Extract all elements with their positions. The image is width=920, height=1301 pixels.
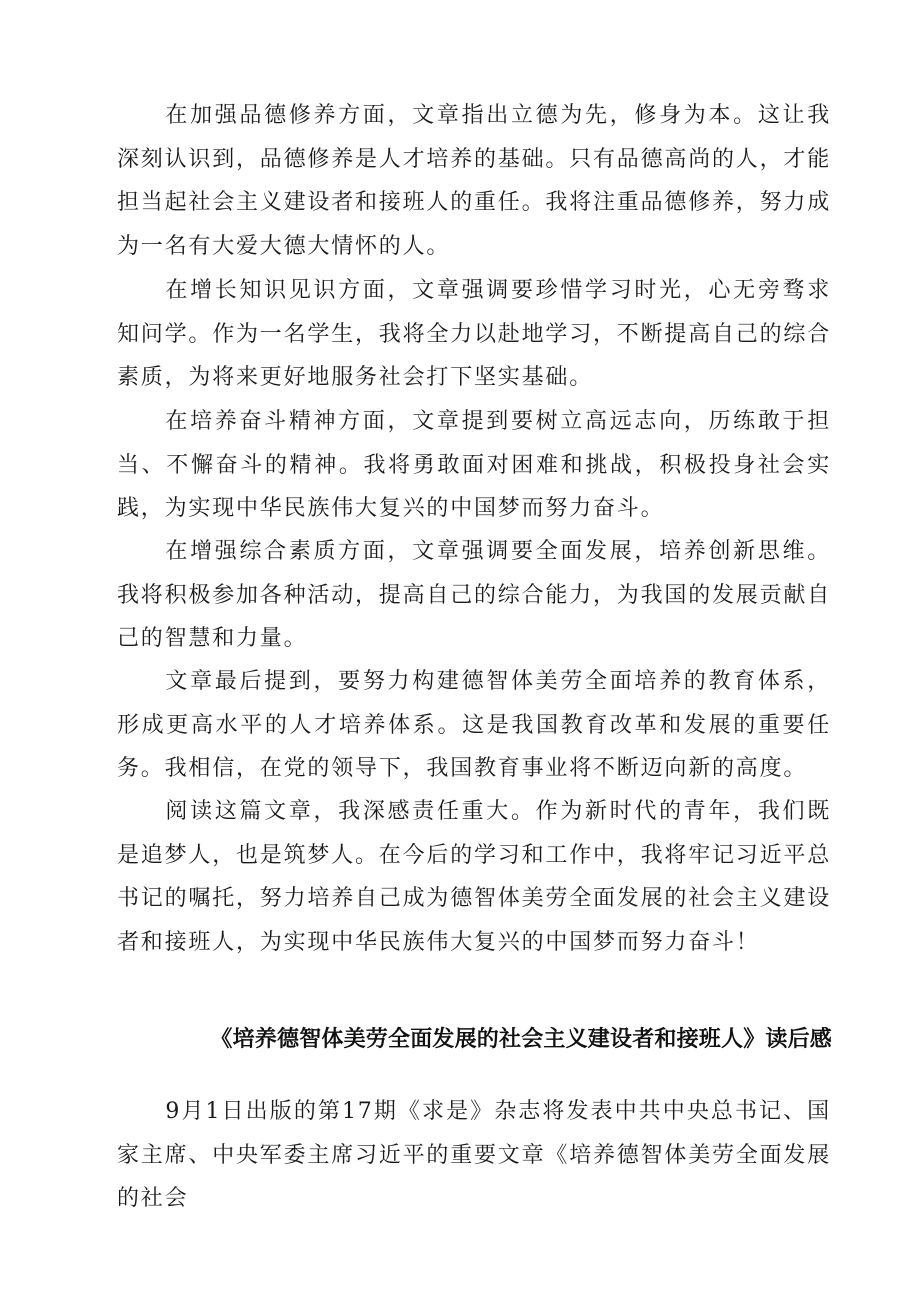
paragraph-education-system: 文章最后提到，要努力构建德智体美劳全面培养的教育体系，形成更高水平的人才培养体系。这是我国教育改革和发展的重要任务。我相信，在党的领导下，我国教育事业将不断迈向新的高度。: [117, 669, 831, 782]
paragraph-conclusion: 阅读这篇文章，我深感责任重大。作为新时代的青年，我们既是追梦人，也是筑梦人。在今后的学习和工作中，我将牢记习近平总书记的嘱托，努力培养自己成为德智体美劳全面发展的社会主义建设者和接班人，为实现中华民族伟大复兴的中国梦而努力奋斗！: [117, 799, 832, 955]
paragraph-moral-cultivation: 在加强品德修养方面，文章指出立德为先，修身为本。这让我深刻认识到，品德修养是人才培养的基础。只有品德高尚的人，才能担当起社会主义建设者和接班人的重任。我将注重品德修养，努力成为一名有大爱大德大情怀的人。: [117, 103, 832, 259]
section-title: 《培养德智体美劳全面发展的社会主义建设者和接班人》读后感: [210, 1027, 832, 1052]
paragraph-comprehensive-quality: 在增强综合素质方面，文章强调要全面发展，培养创新思维。我将积极参加各种活动，提高自己的综合能力，为我国的发展贡献自己的智慧和力量。: [117, 539, 832, 652]
intro-paragraph: 9月1日出版的第17期《求是》杂志将发表中共中央总书记、国家主席、中央军委主席习近平的重要文章《培养德智体美劳全面发展的社会: [117, 1099, 832, 1212]
paragraph-knowledge: 在增长知识见识方面，文章强调要珍惜学习时光，心无旁骛求知问学。作为一名学生，我将全力以赴地学习，不断提高自己的综合素质，为将来更好地服务社会打下坚实基础。: [117, 278, 832, 391]
paragraph-striving-spirit: 在培养奋斗精神方面，文章提到要树立高远志向，历练敢于担当、不懈奋斗的精神。我将勇敢面对困难和挑战，积极投身社会实践，为实现中华民族伟大复兴的中国梦而努力奋斗。: [117, 409, 831, 522]
